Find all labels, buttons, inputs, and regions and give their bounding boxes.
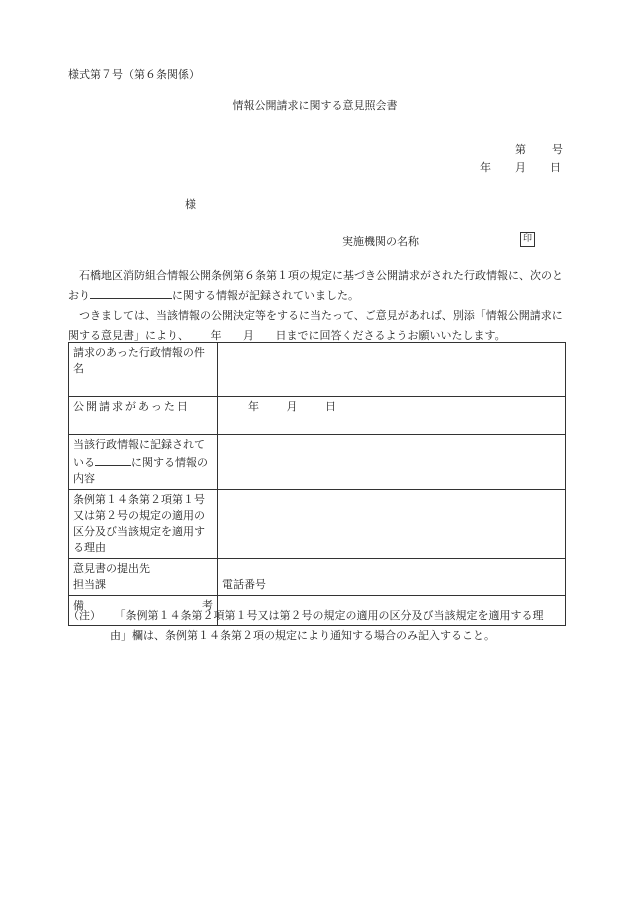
row2-value[interactable] bbox=[218, 397, 566, 435]
row2-year: 年 bbox=[248, 400, 259, 413]
paragraph-2-year: 年 bbox=[210, 329, 222, 342]
table-row bbox=[69, 397, 566, 435]
addressee-suffix: 様 bbox=[185, 198, 196, 211]
row2-label-text: 公開請求があった日 bbox=[73, 400, 190, 413]
form-number: 様式第７号（第６条関係） bbox=[68, 68, 200, 81]
paragraph-2 bbox=[68, 306, 568, 346]
date-year: 年 bbox=[480, 161, 491, 174]
seal-mark: 印 bbox=[520, 232, 535, 247]
row5-label-b: 担当課 bbox=[73, 578, 106, 591]
third-party-blank bbox=[90, 286, 172, 299]
table-row bbox=[69, 435, 566, 490]
paragraph-1 bbox=[68, 266, 568, 306]
row2-day: 日 bbox=[325, 400, 336, 413]
row3-label-a: 当該行政情報に記録されている bbox=[73, 438, 205, 469]
note-text-b: 由」欄は、条例第１４条第２項の規定により通知する場合のみ記入すること。 bbox=[110, 629, 495, 642]
table-row bbox=[69, 343, 566, 397]
doc-number-dai: 第 bbox=[515, 143, 526, 156]
table-row bbox=[69, 490, 566, 559]
row1-label: 請求のあった行政情報の件名 bbox=[69, 343, 218, 397]
row2-label bbox=[69, 397, 218, 435]
table-row bbox=[69, 559, 566, 596]
paragraph-2-a: つきましては、当該情報の公開決定等をするに当たって、ご意見があれば、別添「情報公開請求に関する意見書」により、 bbox=[68, 309, 563, 342]
row4-label: 条例第１４条第２項第１号又は第２号の規定の適用の区分及び当該規定を適用する理由 bbox=[69, 490, 218, 559]
doc-number-go: 号 bbox=[552, 143, 563, 156]
paragraph-1-a: 石橋地区消防組合情報公開条例第６条第１項の規定に基づき公開請求がされた行政情報に、次のとおり bbox=[68, 269, 563, 302]
paragraph-1-b: に関する情報が記録されていました。 bbox=[172, 289, 359, 302]
note-line-1 bbox=[68, 606, 570, 626]
row5-label bbox=[69, 559, 218, 596]
page-title: 情報公開請求に関する意見照会書 bbox=[232, 99, 398, 112]
row3-blank bbox=[95, 453, 131, 466]
row6-label-a: 備 bbox=[73, 599, 84, 612]
note bbox=[68, 606, 570, 646]
note-prefix: （注） bbox=[68, 609, 101, 622]
row5-phone-label: 電話番号 bbox=[222, 578, 266, 591]
paragraph-2-b: 日までに回答くださるようお願いいたします。 bbox=[275, 329, 506, 342]
date-day: 日 bbox=[550, 161, 561, 174]
row5-label-a: 意見書の提出先 bbox=[73, 562, 150, 575]
agency-name-label: 実施機関の名称 bbox=[342, 235, 419, 248]
body-text bbox=[68, 266, 568, 346]
row5-value[interactable] bbox=[218, 559, 566, 596]
row3-value[interactable] bbox=[218, 435, 566, 490]
paragraph-2-month: 月 bbox=[243, 329, 254, 342]
row3-label bbox=[69, 435, 218, 490]
date-month: 月 bbox=[515, 161, 526, 174]
inquiry-table bbox=[68, 342, 566, 626]
row2-month: 月 bbox=[286, 400, 298, 413]
note-text-a: 「条例第１４条第２項第１号又は第２号の規定の適用の区分及び当該規定を適用する理 bbox=[114, 609, 544, 622]
row6-label-b: 考 bbox=[202, 599, 213, 612]
row1-value[interactable] bbox=[218, 343, 566, 397]
row3-label-b: に関する情報の内容 bbox=[73, 456, 208, 485]
row4-value[interactable] bbox=[218, 490, 566, 559]
